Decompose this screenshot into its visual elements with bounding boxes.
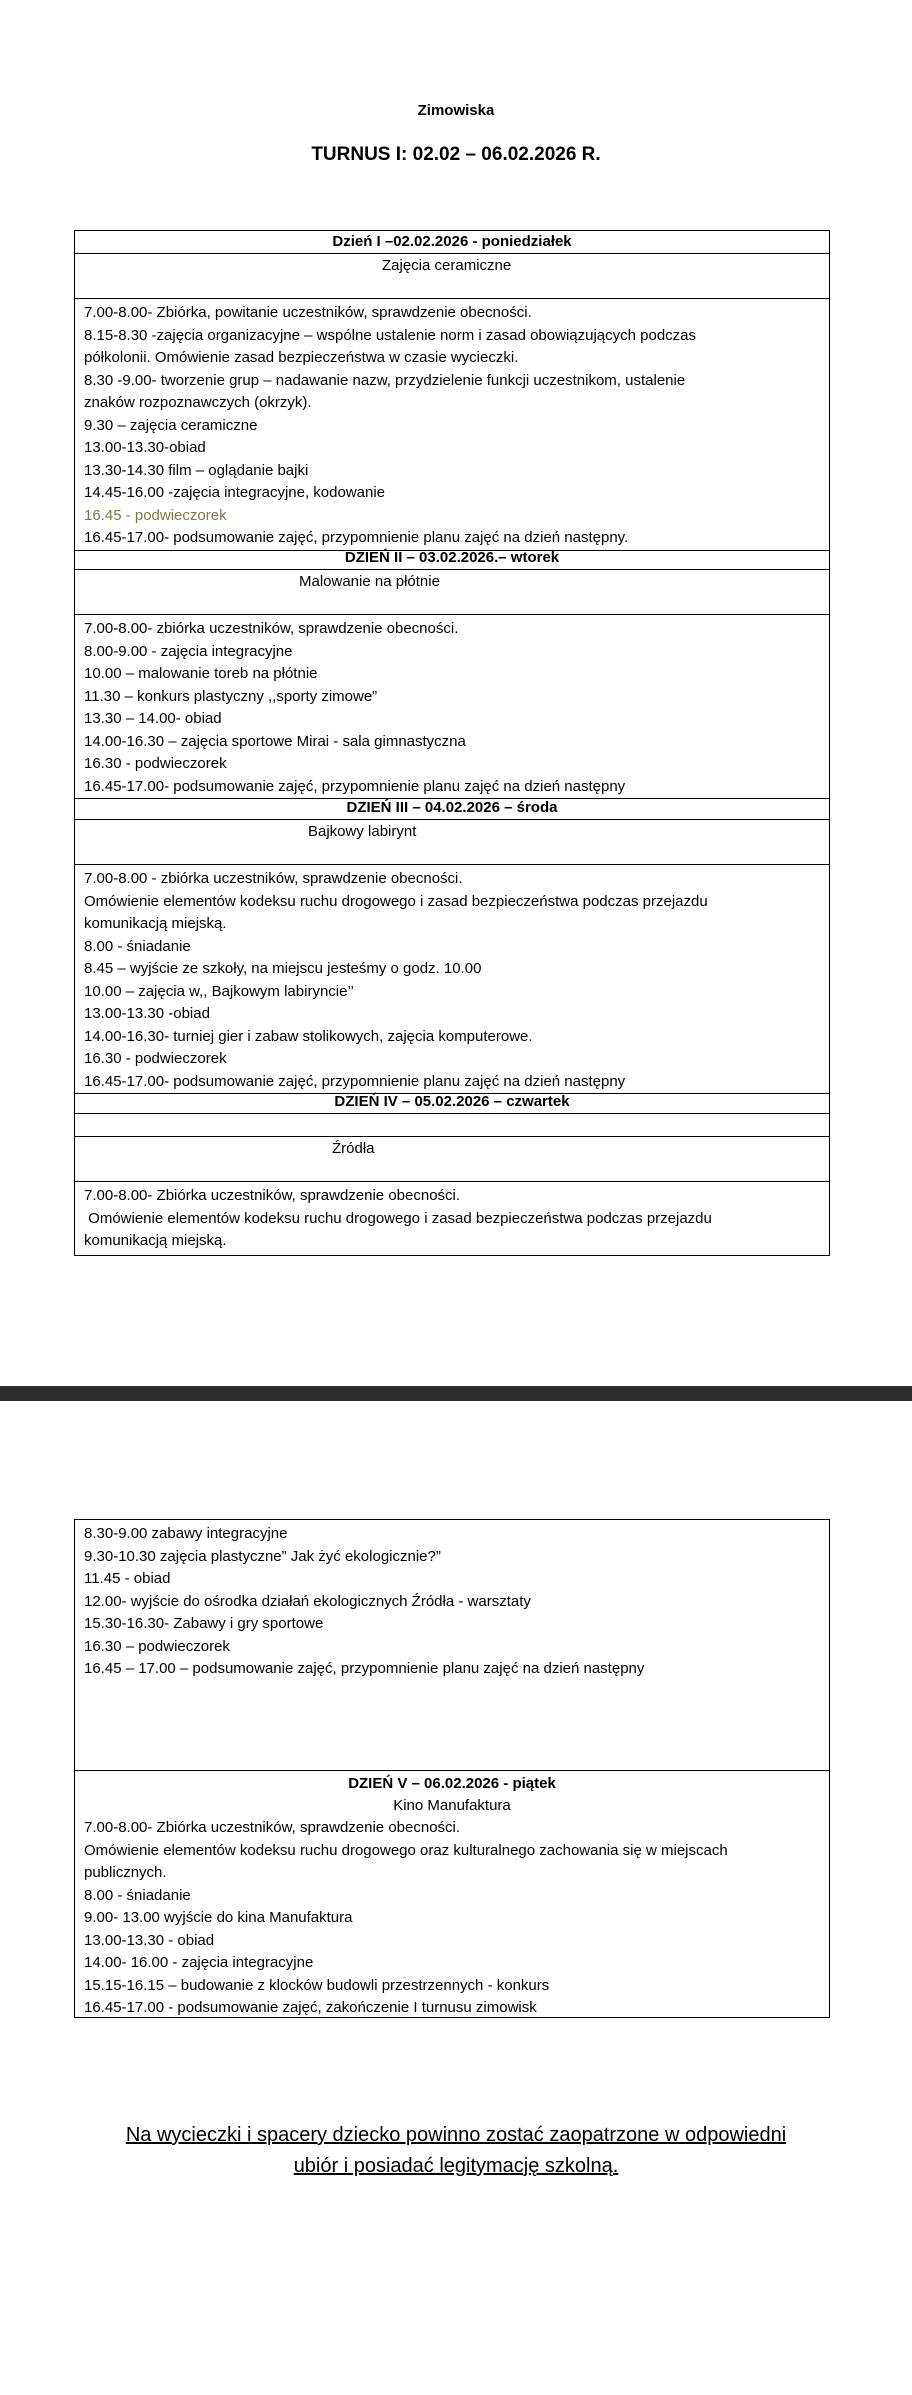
day-3-title: DZIEŃ III – 04.02.2026 – środa bbox=[75, 797, 829, 820]
schedule-line: 15.30-16.30- Zabawy i gry sportowe bbox=[84, 1615, 324, 1632]
schedule-line: 16.30 - podwieczorek bbox=[84, 755, 227, 772]
schedule-line: znaków rozpoznawczych (okrzyk). bbox=[84, 394, 312, 411]
schedule-line: 11.45 - obiad bbox=[84, 1570, 171, 1587]
day-2-schedule bbox=[75, 615, 829, 798]
footer-note bbox=[0, 2120, 912, 2182]
schedule-line: 9.00- 13.00 wyjście do kina Manufaktura bbox=[84, 1909, 353, 1926]
schedule-line: 8.00-9.00 - zajęcia integracyjne bbox=[84, 642, 293, 660]
schedule-line: komunikacją miejską. bbox=[84, 1232, 227, 1249]
schedule-line: 13.00-13.30-obiad bbox=[84, 439, 206, 456]
day-2-title: DZIEŃ II – 03.02.2026.– wtorek bbox=[75, 547, 829, 570]
schedule-line: 7.00-8.00 - zbiórka uczestników, sprawdzenie obecności. bbox=[84, 870, 463, 887]
footer-note-line: ubiór i posiadać legitymację szkolną. bbox=[293, 2155, 619, 2177]
schedule-line: 11.30 – konkurs plastyczny ,,sporty zimowe” bbox=[84, 687, 378, 705]
schedule-line: półkolonii. Omówienie zasad bezpieczeństwa w czasie wycieczki. bbox=[84, 349, 519, 366]
schedule-line: 7.00-8.00- Zbiórka uczestników, sprawdzenie obecności. bbox=[84, 1819, 461, 1836]
schedule-line: 16.45-17.00- podsumowanie zajęć, przypomnienie planu zajęć na dzień następny bbox=[84, 1072, 626, 1090]
day-5-activity: Kino Manufaktura bbox=[393, 1797, 511, 1814]
camp-name: Zimowiska bbox=[417, 102, 495, 119]
day-4-continued-table bbox=[74, 1519, 830, 1771]
schedule-line: 8.00 - śniadanie bbox=[84, 937, 191, 955]
schedule-line: 16.30 - podwieczorek bbox=[84, 1050, 227, 1067]
day-4-schedule bbox=[75, 1182, 829, 1255]
schedule-line: 13.30-14.30 film – oglądanie bajki bbox=[84, 461, 309, 479]
schedule-line: 16.45-17.00 - podsumowanie zajęć, zakończenie I turnusu zimowisk bbox=[84, 1999, 537, 2016]
schedule-line: Omówienie elementów kodeksu ruchu drogowego i zasad bezpieczeństwa podczas przejazdu bbox=[84, 892, 708, 910]
schedule-line: 7.00-8.00- Zbiórka, powitanie uczestników, sprawdzenie obecności. bbox=[84, 304, 532, 321]
schedule-line: 9.30-10.30 zajęcia plastyczne” Jak żyć ekologicznie?” bbox=[84, 1547, 441, 1565]
schedule-line: Omówienie elementów kodeksu ruchu drogowego i zasad bezpieczeństwa podczas przejazdu bbox=[84, 1209, 712, 1227]
day-5-table bbox=[74, 1770, 830, 2018]
schedule-line: 14.00-16.30 – zajęcia sportowe Mirai - sala gimnastyczna bbox=[84, 732, 466, 750]
day-2-activity-row bbox=[75, 570, 829, 615]
schedule-line: 9.30 – zajęcia ceramiczne bbox=[84, 416, 258, 434]
schedule-line: 13.00-13.30 - obiad bbox=[84, 1931, 215, 1949]
day-4-title: DZIEŃ IV – 05.02.2026 – czwartek bbox=[75, 1091, 829, 1114]
day-1-table bbox=[74, 230, 830, 551]
schedule-line: 8.45 – wyjście ze szkoły, na miejscu jesteśmy o godz. 10.00 bbox=[84, 960, 482, 977]
schedule-line: 10.00 – zajęcia w,, Bajkowym labiryncie’’ bbox=[84, 982, 354, 1000]
day-1-activity-row bbox=[75, 254, 829, 299]
schedule-line: 15.15-16.15 – budowanie z klocków budowli przestrzennych - konkurs bbox=[84, 1976, 550, 1994]
day-1-activity: Zajęcia ceramiczne bbox=[382, 257, 512, 274]
day-2-activity: Malowanie na płótnie bbox=[299, 573, 440, 590]
day-3-activity: Bajkowy labirynt bbox=[308, 823, 417, 840]
day-1-schedule bbox=[75, 299, 829, 550]
schedule-line: 8.30-9.00 zabawy integracyjne bbox=[84, 1525, 288, 1542]
schedule-line: 8.15-8.30 -zajęcia organizacyjne – wspólne ustalenie norm i zasad obowiązujących podczas bbox=[84, 326, 697, 344]
schedule-line: Omówienie elementów kodeksu ruchu drogowego oraz kulturalnego zachowania się w miejscach bbox=[84, 1841, 728, 1859]
schedule-line: 8.00 - śniadanie bbox=[84, 1886, 191, 1904]
schedule-line: 13.00-13.30 -obiad bbox=[84, 1005, 210, 1022]
schedule-line: publicznych. bbox=[84, 1864, 167, 1881]
day-2-table bbox=[74, 547, 830, 799]
schedule-line: 7.00-8.00- zbiórka uczestników, sprawdzenie obecności. bbox=[84, 620, 459, 637]
page-separator bbox=[0, 1386, 912, 1401]
day-3-activity-row bbox=[75, 820, 829, 865]
day-4-schedule-continued bbox=[75, 1520, 829, 1681]
footer-note-line: Na wycieczki i spacery dziecko powinno zostać zaopatrzone w odpowiedni bbox=[125, 2124, 787, 2146]
schedule-line: 8.30 -9.00- tworzenie grup – nadawanie nazw, przydzielenie funkcji uczestnikom, ustalenie bbox=[84, 371, 686, 389]
schedule-line: 10.00 – malowanie toreb na płótnie bbox=[84, 665, 318, 682]
day-4-empty-row bbox=[75, 1114, 829, 1137]
day-5-title: DZIEŃ V – 06.02.2026 - piątek bbox=[348, 1775, 556, 1792]
day-3-table bbox=[74, 797, 830, 1094]
schedule-line-snack: 16.45 - podwieczorek bbox=[84, 506, 227, 524]
schedule-line: 7.00-8.00- Zbiórka uczestników, sprawdzenie obecności. bbox=[84, 1187, 461, 1204]
day-4-table bbox=[74, 1091, 830, 1256]
schedule-line: 14.00- 16.00 - zajęcia integracyjne bbox=[84, 1954, 314, 1971]
turn-title: TURNUS I: 02.02 – 06.02.2026 R. bbox=[311, 144, 601, 165]
schedule-line: 14.45-16.00 -zajęcia integracyjne, kodowanie bbox=[84, 484, 386, 501]
schedule-line: 13.30 – 14.00- obiad bbox=[84, 710, 222, 727]
schedule-line: 16.45 – 17.00 – podsumowanie zajęć, przypomnienie planu zajęć na dzień następny bbox=[84, 1660, 645, 1677]
schedule-line: 12.00- wyjście do ośrodka działań ekologicznych Źródła - warsztaty bbox=[84, 1592, 531, 1610]
day-3-schedule bbox=[75, 865, 829, 1093]
day-4-activity: Źródła bbox=[332, 1140, 375, 1157]
schedule-line: 16.45-17.00- podsumowanie zajęć, przypomnienie planu zajęć na dzień następny. bbox=[84, 529, 629, 546]
schedule-line: 14.00-16.30- turniej gier i zabaw stolikowych, zajęcia komputerowe. bbox=[84, 1027, 533, 1045]
schedule-line: komunikacją miejską. bbox=[84, 915, 227, 932]
schedule-line: 16.30 – podwieczorek bbox=[84, 1637, 230, 1655]
schedule-line: 16.45-17.00- podsumowanie zajęć, przypomnienie planu zajęć na dzień następny bbox=[84, 777, 626, 795]
day-4-activity-row bbox=[75, 1137, 829, 1182]
day-1-title: Dzień I –02.02.2026 - poniedziałek bbox=[75, 231, 829, 254]
day-5-schedule bbox=[75, 1817, 829, 2020]
